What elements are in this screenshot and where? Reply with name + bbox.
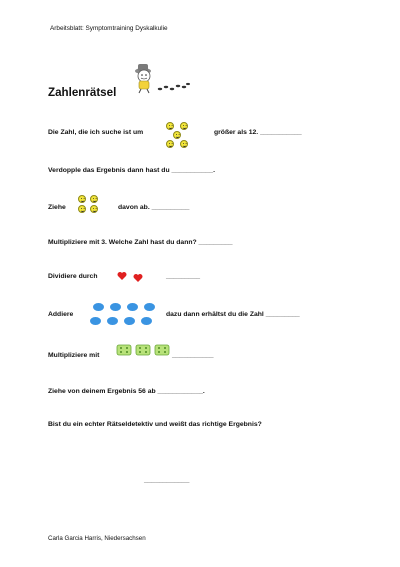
- drop-icon: [127, 303, 138, 311]
- riddle-line-9: Bist du ein echter Rätseldetektiv und weißt das richtige Ergebnis?: [48, 421, 262, 428]
- smiley-icon: [166, 140, 174, 148]
- smiley-icon: [180, 140, 188, 148]
- drop-icon: [141, 317, 152, 325]
- dice-icon: [155, 345, 169, 355]
- riddle-line-5b: _________: [166, 273, 201, 280]
- riddle-line-1a: Die Zahl, die ich suche ist um: [48, 129, 144, 136]
- footer-author: Carla Garcia Harris, Niedersachsen: [48, 535, 146, 542]
- riddle-line-7b: ___________: [172, 352, 214, 359]
- drop-icon: [107, 317, 118, 325]
- worksheet-header: Arbeitsblatt: Symptomtraining Dyskalkulie: [50, 25, 168, 32]
- drop-icon: [124, 317, 135, 325]
- smiley-group-four: [78, 195, 102, 215]
- smiley-icon: [78, 205, 86, 213]
- drop-icon: [110, 303, 121, 311]
- dice-group: [116, 343, 172, 357]
- detective-icon: [128, 58, 192, 96]
- heart-icon: [117, 271, 127, 281]
- smiley-group-five: [164, 122, 194, 150]
- riddle-line-5a: Dividiere durch: [48, 273, 98, 280]
- dice-icon: [136, 345, 150, 355]
- dice-icon: [117, 345, 131, 355]
- smiley-icon: [90, 195, 98, 203]
- smiley-icon: [90, 205, 98, 213]
- riddle-line-4: Multipliziere mit 3. Welche Zahl hast du dann? _________: [48, 239, 233, 246]
- riddle-line-6b: dazu dann erhältst du die Zahl _________: [166, 311, 300, 318]
- heart-icon: [133, 273, 143, 283]
- drop-icon: [93, 303, 104, 311]
- riddle-line-3b: davon ab. __________: [118, 204, 190, 211]
- drop-icon: [144, 303, 155, 311]
- smiley-icon: [166, 122, 174, 130]
- riddle-line-7a: Multipliziere mit: [48, 352, 100, 359]
- riddle-line-3a: Ziehe: [48, 204, 66, 211]
- smiley-icon: [180, 122, 188, 130]
- drop-icon: [90, 317, 101, 325]
- drop-group: [88, 303, 158, 327]
- smiley-icon: [78, 195, 86, 203]
- riddle-line-8: Ziehe von deinem Ergebnis 56 ab ____________.: [48, 388, 205, 395]
- riddle-line-6a: Addiere: [48, 311, 74, 318]
- riddle-line-2: Verdopple das Ergebnis dann hast du ___________.: [48, 167, 215, 174]
- answer-blank: ____________: [144, 477, 190, 484]
- riddle-line-1b: größer als 12. ___________: [214, 129, 302, 136]
- smiley-icon: [173, 131, 181, 139]
- page-title: Zahlenrätsel: [48, 86, 117, 99]
